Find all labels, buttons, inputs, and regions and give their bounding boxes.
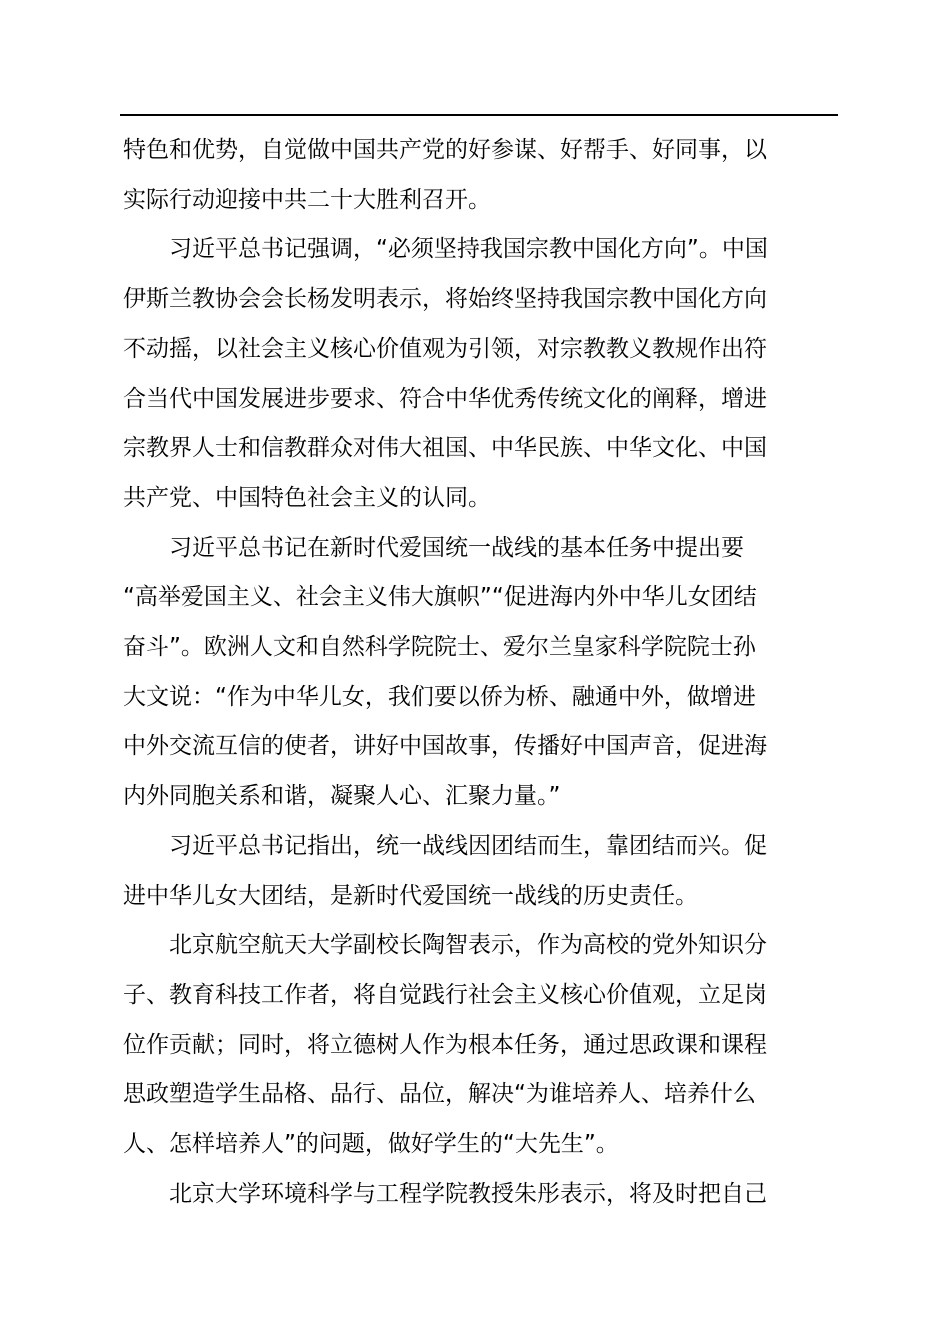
text-line: 伊斯兰教协会会长杨发明表示，将始终坚持我国宗教中国化方向 bbox=[123, 286, 767, 313]
text-line: 思政塑造学生品格、品行、品位，解决“为谁培养人、培养什么 bbox=[123, 1081, 756, 1108]
text-line: 人、怎样培养人”的问题，做好学生的“大先生”。 bbox=[123, 1131, 619, 1158]
text-line: “高举爱国主义、社会主义伟大旗帜”“促进海内外中华儿女团结 bbox=[123, 584, 757, 611]
text-line: 不动摇，以社会主义核心价值观为引领，对宗教教义教规作出符 bbox=[123, 335, 767, 362]
paragraph-overseas bbox=[123, 524, 839, 822]
text-line: 合当代中国发展进步要求、符合中华优秀传统文化的阐释，增进 bbox=[123, 385, 767, 412]
text-line: 特色和优势，自觉做中国共产党的好参谋、好帮手、好同事，以 bbox=[123, 137, 767, 163]
paragraph-religion bbox=[123, 225, 839, 523]
text-line: 共产党、中国特色社会主义的认同。 bbox=[123, 484, 491, 511]
paragraph-beihang bbox=[123, 921, 839, 1170]
text-line: 习近平总书记强调，“必须坚持我国宗教中国化方向”。中国 bbox=[169, 236, 768, 263]
paragraph-unity bbox=[123, 822, 839, 921]
text-line: 内外同胞关系和谐，凝聚人心、汇聚力量。” bbox=[123, 783, 561, 810]
text-line: 奋斗”。欧洲人文和自然科学院院士、爱尔兰皇家科学院院士孙 bbox=[123, 634, 756, 661]
text-line: 进中华儿女大团结，是新时代爱国统一战线的历史责任。 bbox=[123, 882, 698, 909]
text-line: 习近平总书记在新时代爱国统一战线的基本任务中提出要 bbox=[169, 534, 744, 561]
text-line: 北京航空航天大学副校长陶智表示，作为高校的党外知识分 bbox=[169, 932, 767, 959]
text-line: 实际行动迎接中共二十大胜利召开。 bbox=[123, 186, 491, 213]
header-rule bbox=[120, 114, 838, 116]
document-body bbox=[123, 126, 839, 1219]
paragraph-pku bbox=[123, 1170, 839, 1220]
paragraph-continuation bbox=[123, 126, 839, 225]
text-line: 习近平总书记指出，统一战线因团结而生，靠团结而兴。促 bbox=[169, 832, 767, 859]
text-line: 北京大学环境科学与工程学院教授朱彤表示，将及时把自己 bbox=[169, 1180, 767, 1207]
text-line: 大文说：“作为中华儿女，我们要以侨为桥、融通中外，做增进 bbox=[123, 683, 756, 710]
text-line: 位作贡献；同时，将立德树人作为根本任务，通过思政课和课程 bbox=[123, 1031, 767, 1058]
text-line: 宗教界人士和信教群众对伟大祖国、中华民族、中华文化、中国 bbox=[123, 435, 767, 462]
text-line: 中外交流互信的使者，讲好中国故事，传播好中国声音，促进海 bbox=[123, 733, 767, 760]
text-line: 子、教育科技工作者，将自觉践行社会主义核心价值观，立足岗 bbox=[123, 981, 767, 1008]
